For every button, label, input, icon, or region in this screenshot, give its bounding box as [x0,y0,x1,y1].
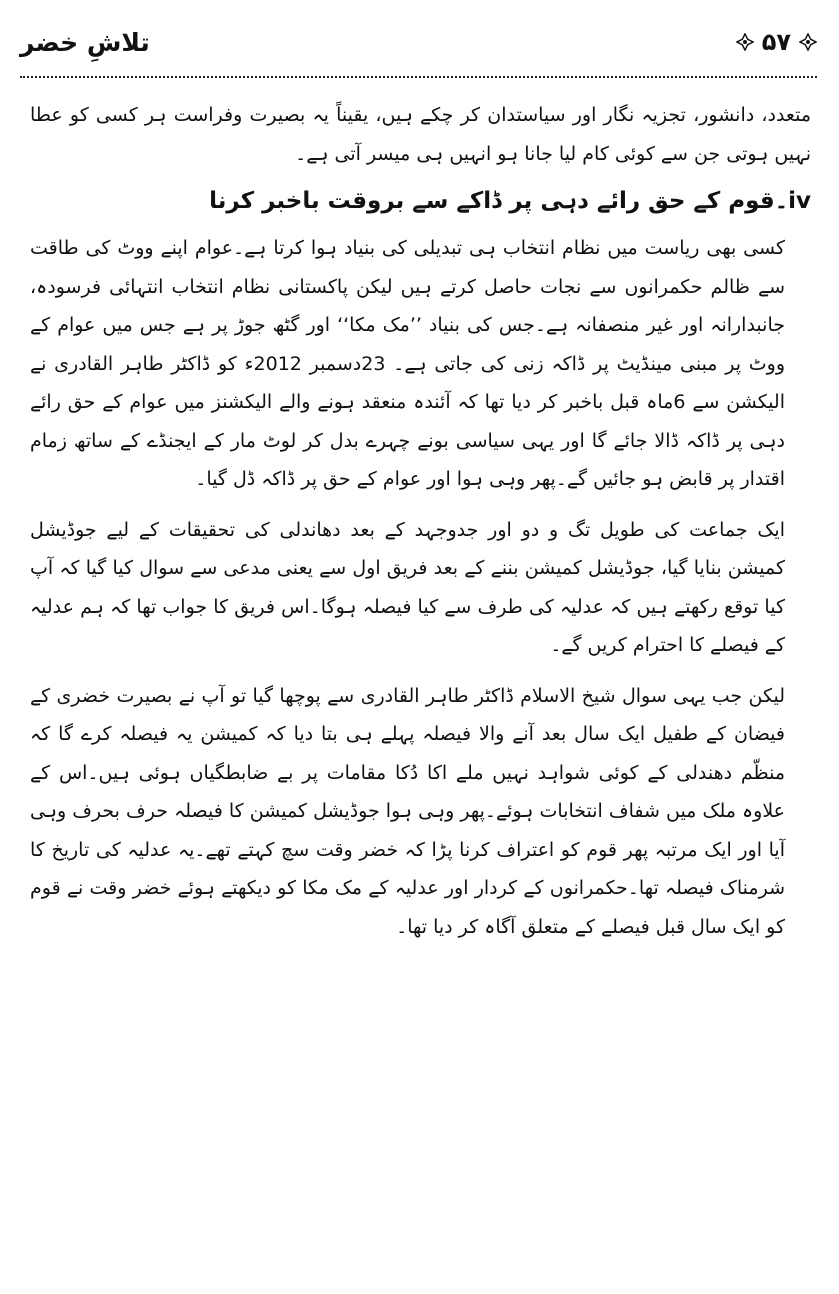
page-header [20,28,817,68]
section-heading: iv۔قوم کے حق رائے دہی پر ڈاکے سے بروقت باخبر کرنا [209,188,811,214]
intro-paragraph: متعدد، دانشور، تجزیہ نگار اور سیاستدان کر چکے ہیں، یقیناً یہ بصیرت وفراست ہر کسی کو عطا نہیں ہوتی جن سے کوئی کام لیا جانا ہو انہیں ہی میسر آتی ہے۔ [30,104,811,165]
page-number-group [736,28,817,56]
body-paragraph-2: ایک جماعت کی طویل تگ و دو اور جدوجہد کے بعد دھاندلی کی تحقیقات کے لیے جوڈیشل کمیشن بنایا گیا، جوڈیشل کمیشن بننے کے بعد فریق اول سے یعنی مدعی سے سوال کیا گیا کہ آپ کیا توقع رکھتے ہیں کہ عدلیہ کی طرف سے کیا فیصلہ ہوگا۔اس فریق کا جواب تھا کہ ہم عدلیہ کے فیصلے کا احترام کریں گے۔ [30,518,785,656]
page-number: ۵۷ [761,28,791,56]
header-divider [20,76,817,78]
ornament-left-icon [736,33,754,51]
page-body [30,96,811,946]
running-title: تلاشِ خضر [20,28,150,57]
body-paragraph-3: لیکن جب یہی سوال شیخ الاسلام ڈاکٹر طاہر القادری سے پوچھا گیا تو آپ نے بصیرت خضری کے فیضان کے طفیل ایک سال بعد آنے والا فیصلہ پہلے ہی بتا دیا کہ کمیشن یہ فیصلہ کرے گا کہ منظّم دھندلی کے کوئی شواہد نہیں ملے اکا دُکا مقامات پر بے ضابطگیاں ہوئی ہیں۔اس کے علاوہ ملک میں شفاف انتخابات ہوئے۔پھر وہی ہوا جوڈیشل کمیشن کا فیصلہ حرف بحرف وہی آیا اور ایک مرتبہ پھر قوم کو اعتراف کرنا پڑا کہ خضر وقت سچ کہتے تھے۔یہ عدلیہ کی تاریخ کا شرمناک فیصلہ تھا۔حکمرانوں کے کردار اور عدلیہ کے مک مکا کو دیکھتے ہوئے خضر وقت نے قوم کو ایک سال قبل فیصلے کے متعلق آگاہ کر دیا تھا۔ [30,684,785,938]
ornament-right-icon [799,33,817,51]
body-paragraph-1: کسی بھی ریاست میں نظام انتخاب ہی تبدیلی کی بنیاد ہوا کرتا ہے۔عوام اپنے ووٹ کی طاقت سے ظالم حکمرانوں سے نجات حاصل کرتے ہیں لیکن پاکستانی نظام انتخاب انتہائی فرسودہ، جانبدارانہ اور غیر منصفانہ ہے۔جس کی بنیاد ’’مک مکا‘‘ اور گٹھ جوڑ پر ہے جس میں عوام کے ووٹ پر مبنی مینڈیٹ پر ڈاکہ زنی کی جاتی ہے۔ 23دسمبر 2012ء کو ڈاکٹر طاہر القادری نے الیکشن سے 6ماہ قبل باخبر کر دیا تھا کہ آئندہ منعقد ہونے والے الیکشنز میں عوام کے حق رائے دہی پر ڈاکہ ڈالا جائے گا اور یہی سیاسی بونے چہرے بدل کر لوٹ مار کے ایجنڈے کے ساتھ زمام اقتدار پر قابض ہو جائیں گے۔پھر وہی ہوا اور عوام کے حق پر ڈاکہ ڈل گیا۔ [30,237,786,490]
